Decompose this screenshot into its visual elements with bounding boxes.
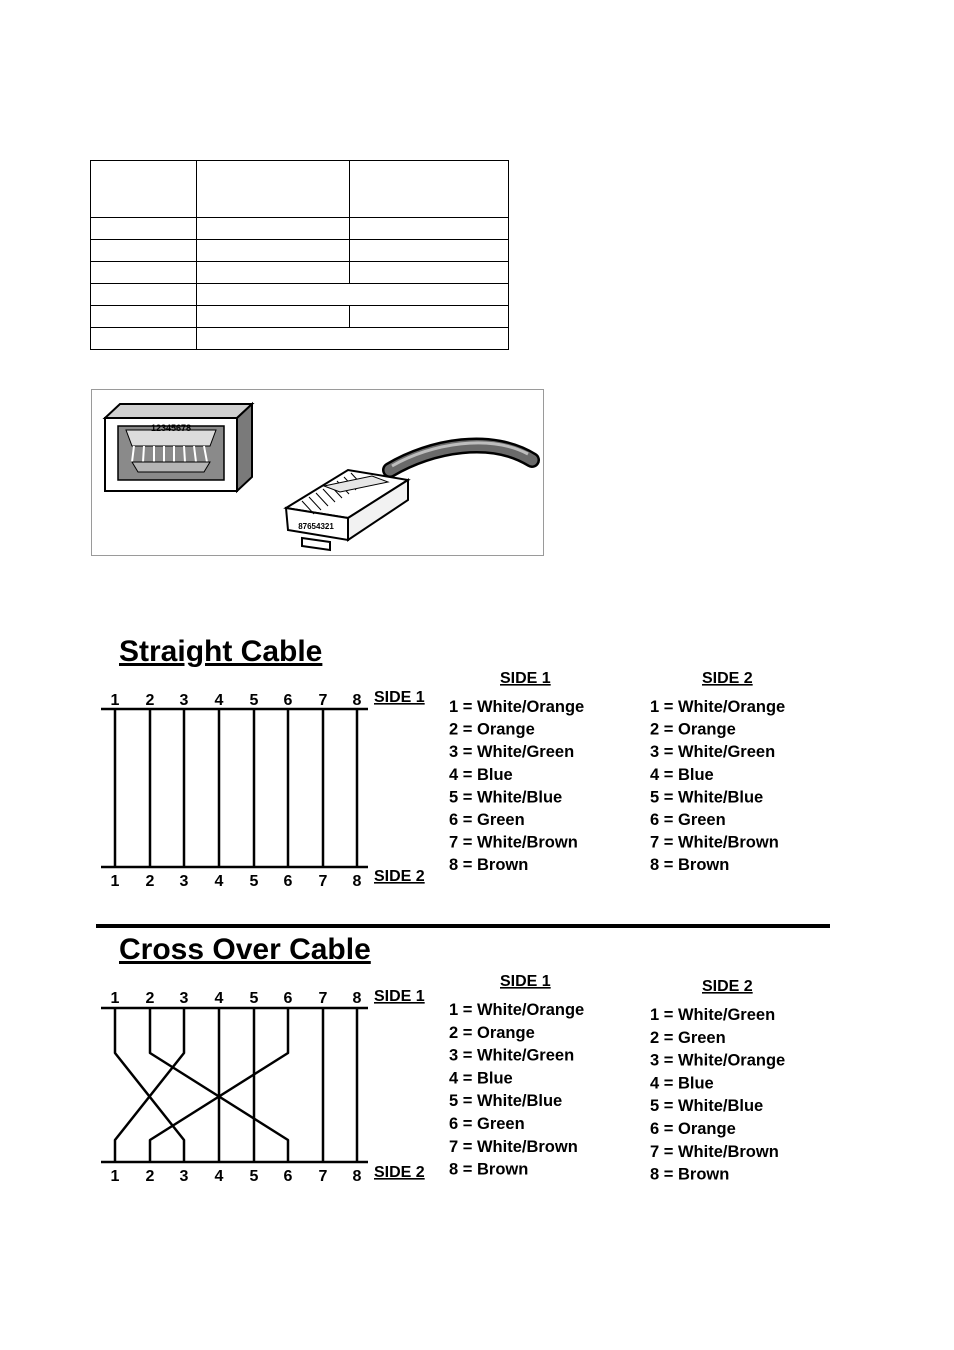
side1-pin-number: 6 (283, 990, 293, 1007)
side2-pin-number: 8 (352, 1168, 362, 1185)
straight-side2-color-list (650, 698, 785, 874)
side1-pin-number: 8 (352, 692, 362, 709)
straight-side1-color-list (449, 698, 584, 874)
wire-color-entry: 8 = Brown (650, 1165, 730, 1184)
side1-pin-number: 2 (145, 990, 155, 1007)
cross-side2-label: SIDE 2 (374, 1164, 425, 1181)
wire-color-entry: 7 = White/Brown (650, 1142, 779, 1161)
wire-color-entry: 8 = Brown (449, 1160, 529, 1179)
side2-pin-number: 2 (145, 1168, 155, 1185)
side1-pin-number: 6 (283, 692, 293, 709)
side1-pin-number: 1 (110, 990, 120, 1007)
straight-side1-label: SIDE 1 (374, 689, 425, 706)
cross-side1-color-list (449, 1001, 584, 1179)
side2-pin-number: 4 (214, 1168, 224, 1185)
wire-color-entry: 6 = Green (449, 811, 525, 829)
side1-pin-number: 4 (214, 692, 224, 709)
straight-side2-pin-labels (111, 873, 362, 890)
wire-color-entry: 5 = White/Blue (449, 1092, 563, 1111)
wire-color-entry: 3 = White/Green (449, 1046, 575, 1065)
wire-color-entry: 2 = Orange (650, 720, 736, 739)
wire-color-entry: 7 = White/Brown (650, 833, 779, 852)
wire-color-entry: 6 = Green (650, 811, 726, 829)
cross-side2-color-list (650, 1006, 785, 1184)
straight-side2-heading: SIDE 2 (702, 670, 753, 687)
wire-color-entry: 1 = White/Green (650, 1006, 776, 1024)
side1-pin-number: 2 (145, 692, 155, 709)
wire-color-entry: 4 = Blue (449, 765, 513, 784)
wire-color-entry: 7 = White/Brown (449, 833, 578, 852)
side2-pin-number: 3 (179, 873, 189, 890)
wire-color-entry: 8 = Brown (449, 856, 529, 875)
side2-pin-number: 7 (318, 873, 328, 890)
wire-color-entry: 1 = White/Orange (449, 1001, 585, 1019)
straight-side2-label: SIDE 2 (374, 868, 425, 885)
wire-color-entry: 5 = White/Blue (449, 788, 563, 807)
side2-pin-number: 7 (318, 1168, 328, 1185)
wire-color-entry: 3 = White/Green (650, 743, 776, 762)
side1-pin-number: 7 (318, 990, 328, 1007)
wire-color-entry: 8 = Brown (650, 856, 730, 875)
wire-color-entry: 4 = Blue (650, 1074, 714, 1093)
plug-pin-numbers: 87654321 (298, 522, 334, 531)
wire-color-entry: 4 = Blue (449, 1069, 513, 1088)
side2-pin-number: 2 (145, 873, 155, 890)
side2-pin-number: 1 (110, 1168, 120, 1185)
cross-over-cable-title: Cross Over Cable (119, 933, 371, 966)
wire-color-entry: 5 = White/Blue (650, 1097, 764, 1116)
side1-pin-number: 3 (179, 692, 189, 709)
straight-cable-title: Straight Cable (119, 635, 323, 668)
side2-pin-number: 3 (179, 1168, 189, 1185)
wire-color-entry: 6 = Orange (650, 1120, 736, 1138)
side2-pin-number: 4 (214, 873, 224, 890)
wire-color-entry: 5 = White/Blue (650, 788, 764, 807)
cross-over-cable-section (101, 933, 785, 1185)
side1-pin-number: 8 (352, 990, 362, 1007)
wire-color-entry: 2 = Orange (449, 1023, 535, 1042)
side2-pin-number: 5 (249, 873, 259, 890)
side1-pin-number: 1 (110, 692, 120, 709)
straight-side1-heading: SIDE 1 (500, 670, 551, 687)
wire-color-entry: 1 = White/Orange (449, 698, 585, 716)
side1-pin-number: 5 (249, 692, 259, 709)
side2-pin-number: 8 (352, 873, 362, 890)
wire-color-entry: 3 = White/Orange (650, 1051, 786, 1070)
side1-pin-number: 7 (318, 692, 328, 709)
straight-wires (115, 709, 357, 867)
cross-side2-pin-labels (111, 1168, 362, 1185)
side1-pin-number: 3 (179, 990, 189, 1007)
jack-pin-numbers: 12345678 (150, 423, 192, 433)
side1-pin-number: 5 (249, 990, 259, 1007)
cross-side1-heading: SIDE 1 (500, 973, 551, 990)
side2-pin-number: 6 (283, 1168, 293, 1185)
wire-color-entry: 7 = White/Brown (449, 1137, 578, 1156)
wire-color-entry: 4 = Blue (650, 765, 714, 784)
straight-cable-section (101, 635, 785, 890)
wire-color-entry: 3 = White/Green (449, 743, 575, 762)
side2-pin-number: 1 (110, 873, 120, 890)
cross-side2-heading: SIDE 2 (702, 978, 753, 995)
side1-pin-number: 4 (214, 990, 224, 1007)
side2-pin-number: 6 (283, 873, 293, 890)
wire-color-entry: 2 = Orange (449, 720, 535, 739)
cross-side1-pin-labels (111, 990, 362, 1007)
wire-color-entry: 1 = White/Orange (650, 698, 786, 716)
wire-color-entry: 6 = Green (449, 1115, 525, 1133)
wire-color-entry: 2 = Green (650, 1028, 726, 1047)
straight-side1-pin-labels (111, 692, 362, 709)
cross-wires (115, 1008, 357, 1162)
cross-side1-label: SIDE 1 (374, 988, 425, 1005)
side2-pin-number: 5 (249, 1168, 259, 1185)
